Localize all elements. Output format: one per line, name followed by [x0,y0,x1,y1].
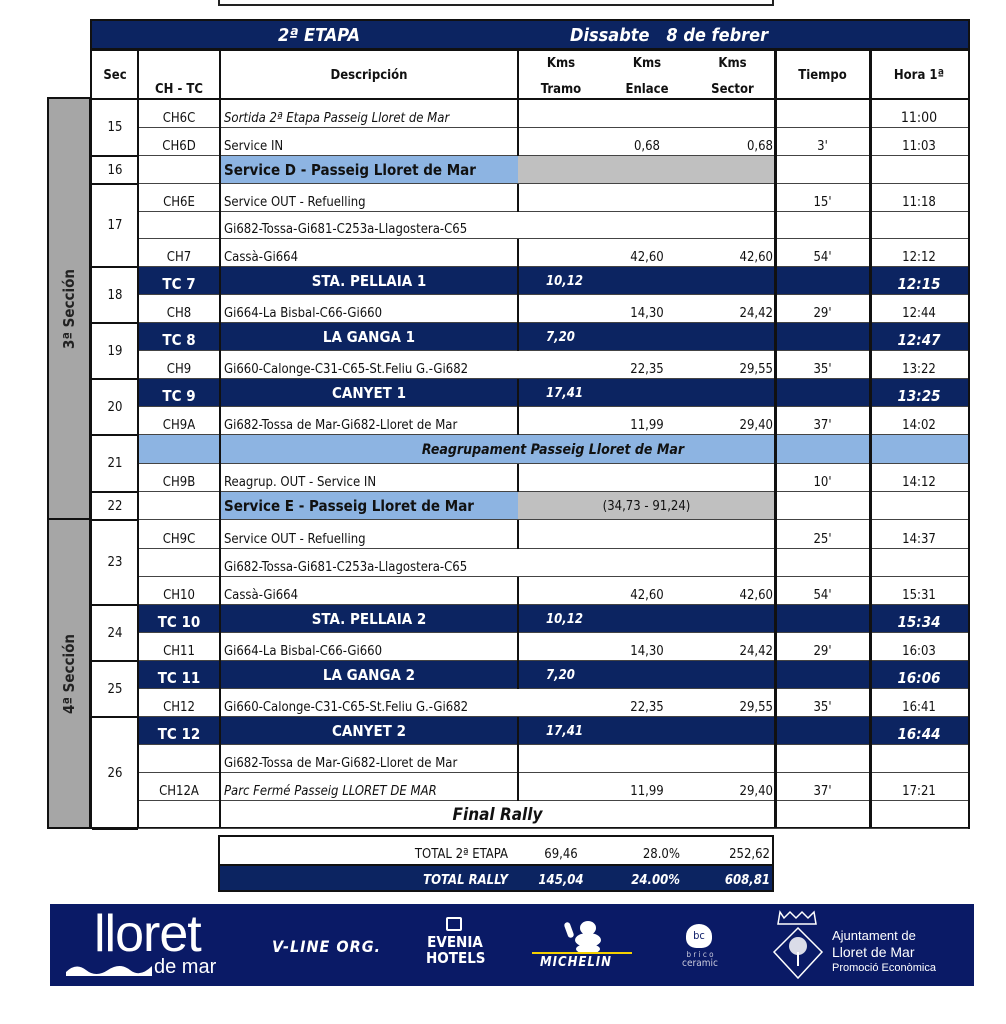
ch-code: CH12A [159,784,199,799]
column-divider [517,295,519,323]
column-divider [517,520,519,549]
ch-code: CH6C [162,111,196,126]
tc-stage-name: STA. PELLAIA 2 [220,605,518,633]
ch-code: CH9C [162,532,196,547]
ch-code: CH6D [162,139,196,154]
column-divider [517,99,519,128]
enlace-km: 0,68 [633,139,661,154]
tc-tramo-km: 7,20 [518,323,604,351]
enlace-km: 14,30 [630,306,664,321]
ch-code [138,492,220,520]
enlace-km [604,520,690,549]
tc-hora: 12:15 [870,267,968,295]
enlace-km [604,745,690,773]
description: Gi664-La Bisbal-C66-Gi660 [224,644,383,659]
hora: 12:12 [902,250,936,265]
column-divider [517,51,519,99]
tc-code: TC 10 [138,605,220,633]
column-divider [137,51,139,827]
col-header-sector: Sector [711,82,754,97]
col-header-tramo: Tramo [540,82,582,97]
tc-hora: 12:47 [870,323,968,351]
sector-km: 29,55 [739,362,773,377]
tc-hora: 13:25 [870,379,968,407]
wave-icon [64,960,154,978]
col-header-chtc: CH - TC [155,82,203,97]
col-header-sec: Sec [103,67,127,83]
description: Gi660-Calonge-C31-C65-St.Feliu G.-Gi682 [224,700,469,715]
sec-number: 26 [107,765,123,781]
sponsor-banner [50,904,974,986]
col-header-desc: Descripción [330,67,408,83]
hora: 12:44 [902,306,936,321]
hora: 14:12 [902,475,936,490]
column-divider [219,51,221,827]
service-label: Service D - Passeig Lloret de Mar [220,156,518,184]
ch-code: CH9 [166,362,192,377]
enlace-km [604,549,690,577]
hora [870,549,968,577]
column-divider [517,239,519,267]
column-divider [774,51,777,827]
ch-code: CH8 [166,306,192,321]
description: Gi682-Tossa-Gi681-C253a-Llagostera-C65 [224,560,468,575]
description: Gi682-Tossa-Gi681-C253a-Llagostera-C65 [224,222,468,237]
hora: 11:18 [902,195,936,210]
evenia-logo: EVENIA HOTELS [426,933,486,967]
column-divider [517,128,519,156]
michelin-stripe [532,952,632,954]
total-stage-tramo: 69,46 [544,847,578,862]
ch-code: CH7 [166,250,192,265]
description: Cassà-Gi664 [224,250,299,265]
hora: 15:31 [902,588,936,603]
coat-of-arms-icon [770,908,826,984]
ch-code [138,156,220,184]
stage-date: Dissabte 8 de febrer [570,25,769,46]
michelin-man-icon [552,918,622,954]
ch-code: CH9A [162,418,196,433]
total-rally-label: TOTAL RALLY [423,873,508,888]
enlace-km: 11,99 [630,784,664,799]
sec-number: 17 [107,218,123,233]
totals-box [218,835,774,892]
tiempo: 37' [813,418,832,433]
evenia-icon [446,917,462,931]
column-divider [517,633,519,661]
tiempo [775,212,870,239]
description: Service IN [224,139,284,154]
tiempo: 29' [813,644,832,659]
tc-code: TC 9 [138,379,220,407]
sector-km [690,464,775,492]
column-divider [517,717,519,745]
hora: 11:03 [902,139,936,154]
col-header-enlace-kms: Kms [632,56,662,71]
hora: 14:37 [902,532,936,547]
description: Sortida 2ª Etapa Passeig Lloret de Mar [224,111,450,126]
tiempo [775,549,870,577]
sector-km [690,99,775,128]
description: Service OUT - Refuelling [224,195,366,210]
tiempo [775,745,870,773]
tc-code: TC 7 [138,267,220,295]
col-header-tramo-kms: Kms [546,56,576,71]
tc-code: TC 8 [138,323,220,351]
column-divider [517,605,519,633]
column-divider [869,51,872,827]
sector-km: 29,40 [739,784,773,799]
enlace-km [604,464,690,492]
enlace-km: 14,30 [630,644,664,659]
column-divider [517,267,519,295]
enlace-km: 42,60 [630,588,664,603]
sec-number: 16 [107,162,123,178]
tiempo [775,99,870,128]
tiempo: 54' [813,250,832,265]
enlace-km: 42,60 [630,250,664,265]
col-header-sector-kms: Kms [718,56,747,71]
tc-tramo-km: 10,12 [518,605,604,633]
hora: 11:00 [900,110,938,126]
row-divider [138,828,968,829]
final-rally-label: Final Rally [452,805,543,825]
tiempo: 10' [813,475,832,490]
ch-code: CH9B [162,475,196,490]
column-divider [517,661,519,689]
column-divider [517,464,519,492]
sector-km: 29,55 [739,700,773,715]
description: Parc Fermé Passeig LLORET DE MAR [224,784,437,799]
tiempo: 35' [813,362,832,377]
tiempo: 29' [813,306,832,321]
ajuntament-logo: Ajuntament de Lloret de Mar Promoció Econòmica [832,928,936,974]
regroup-banner: Reagrupament Passeig Lloret de Mar [138,435,968,464]
sec-number: 15 [107,120,123,135]
sec-number: 19 [107,343,123,359]
total-rally-tramo: 145,04 [538,873,584,888]
column-divider [517,745,519,773]
sector-km [690,212,775,239]
enlace-km [604,212,690,239]
ch-code: CH11 [163,644,195,659]
description: Cassà-Gi664 [224,588,299,603]
total-rally-sector: 608,81 [724,873,770,888]
hora: 16:03 [902,644,936,659]
sector-km [690,520,775,549]
service-distance: (34,73 - 91,24) [518,492,775,520]
tiempo: 3' [817,139,828,154]
hora: 14:02 [902,418,936,433]
total-stage-pct: 28.0% [642,847,680,862]
enlace-km [604,184,690,212]
ch-code: CH10 [163,588,195,603]
brico-icon: bc [686,924,712,948]
tc-stage-name: STA. PELLAIA 1 [220,267,518,295]
hora: 16:41 [902,700,936,715]
sec-divider [92,828,138,830]
hora: 13:22 [902,362,936,377]
sector-km [690,549,775,577]
column-divider [517,323,519,351]
tc-tramo-km: 10,12 [518,267,604,295]
michelin-logo: MICHELIN [540,955,612,970]
sec-number: 25 [107,681,123,697]
description: Reagrup. OUT - Service IN [224,475,377,490]
brico-logo: b r i c o ceramic [682,950,718,969]
sector-km: 0,68 [746,139,773,154]
sector-km [690,184,775,212]
lloret-logo-sub: de mar [154,956,217,978]
tiempo: 15' [813,195,832,210]
ch-code: CH6E [163,195,195,210]
hora [870,745,968,773]
tiempo: 35' [813,700,832,715]
previous-table-edge [218,0,774,6]
tc-tramo-km: 7,20 [518,661,604,689]
sector-km: 42,60 [739,588,773,603]
tc-code: TC 11 [138,661,220,689]
ch-code [138,212,220,239]
enlace-km: 22,35 [630,700,664,715]
ch-code: CH12 [163,700,195,715]
tc-stage-name: CANYET 2 [220,717,518,745]
sec-number: 22 [107,498,123,514]
description: Gi682-Tossa de Mar-Gi682-Lloret de Mar [224,418,458,433]
tc-code: TC 12 [138,717,220,745]
sector-km: 42,60 [739,250,773,265]
tiempo: 25' [813,532,832,547]
description: Service OUT - Refuelling [224,532,366,547]
enlace-km: 22,35 [630,362,664,377]
col-header-enlace: Enlace [625,82,669,97]
tc-hora: 16:06 [870,661,968,689]
service-distance [518,156,775,184]
sec-number: 20 [107,399,123,415]
total-rally-pct: 24.00% [631,873,680,888]
ch-code [138,549,220,577]
tiempo: 37' [813,784,832,799]
tc-stage-name: CANYET 1 [220,379,518,407]
col-header-tiempo: Tiempo [798,67,847,83]
hora: 17:21 [902,784,936,799]
column-divider [517,184,519,212]
stage-header-band [90,19,970,50]
tc-tramo-km: 17,41 [518,717,604,745]
sec-number: 18 [107,287,123,303]
section-3-label: 3ª Sección [47,97,91,520]
tiempo: 54' [813,588,832,603]
total-stage-label: TOTAL 2ª ETAPA [414,847,508,862]
col-header-hora: Hora 1ª [893,67,945,83]
tc-tramo-km: 17,41 [518,379,604,407]
service-label: Service E - Passeig Lloret de Mar [220,492,518,520]
column-divider [517,379,519,407]
total-stage-sector: 252,62 [729,847,770,862]
stage-title: 2ª ETAPA [278,25,361,46]
sec-number: 21 [107,456,123,471]
timetable [90,49,970,829]
tc-hora: 15:34 [870,605,968,633]
sector-km: 24,42 [739,306,773,321]
tc-stage-name: LA GANGA 2 [220,661,518,689]
sector-km: 24,42 [739,644,773,659]
vline-logo: V-LINE ORG. [272,937,381,956]
ch-code [138,745,220,773]
description: Gi664-La Bisbal-C66-Gi660 [224,306,383,321]
sector-km [690,745,775,773]
enlace-km: 11,99 [630,418,664,433]
hora [870,212,968,239]
sec-number: 23 [107,555,123,570]
column-divider [517,773,519,801]
sec-number: 24 [107,625,123,641]
enlace-km [604,99,690,128]
column-divider [517,577,519,605]
section-4-label: 4ª Sección [47,518,91,829]
sector-km: 29,40 [739,418,773,433]
column-divider [517,407,519,435]
description: Gi682-Tossa de Mar-Gi682-Lloret de Mar [224,756,458,771]
tc-hora: 16:44 [870,717,968,745]
description: Gi660-Calonge-C31-C65-St.Feliu G.-Gi682 [224,362,469,377]
tc-stage-name: LA GANGA 1 [220,323,518,351]
lloret-logo-text: lloret [94,905,201,963]
